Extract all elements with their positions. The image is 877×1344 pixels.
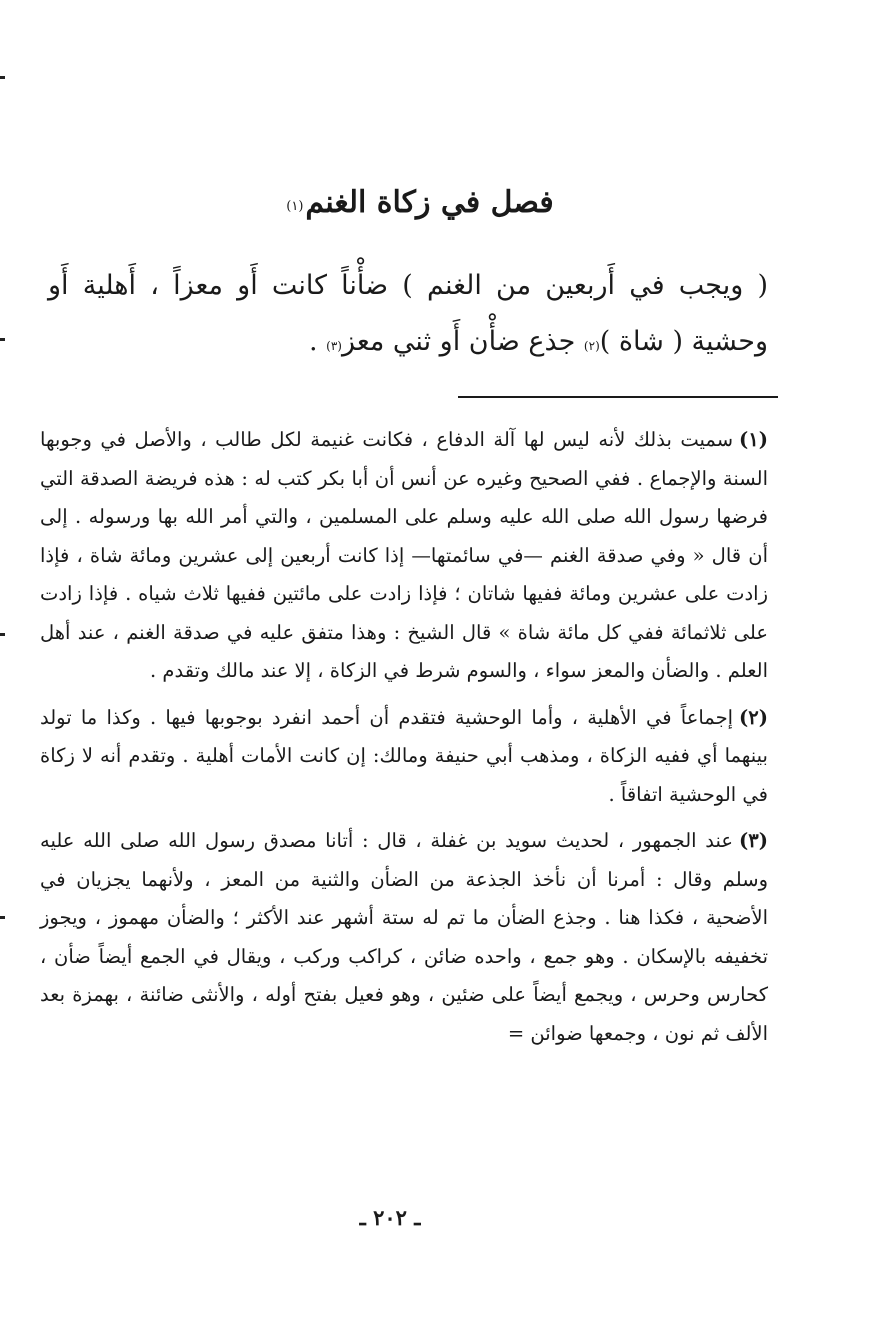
section-title: فصل في زكاة الغنم: [305, 185, 554, 220]
edge-mark: [0, 76, 5, 79]
main-text: [48, 258, 768, 370]
footnote-1: [40, 421, 768, 691]
footnote-ref-2: (٢): [583, 339, 600, 353]
footnotes: [40, 421, 768, 1061]
footnote-separator: [458, 396, 778, 398]
edge-mark: [0, 633, 5, 636]
footnote-ref-1: (١): [286, 199, 304, 214]
footnote-text: عند الجمهور ، لحديث سويد بن غفلة ، قال : أتانا مصدق رسول الله صلى الله عليه وسلم وقال : أمرنا أن نأخذ الجذعة من الضأن والثنية من المعز ، ولأنهما يجزيان في الأضحية ، فكذا هنا . وجذع الضأن ما تم له ستة أشهر عند الأكثر ؛ والضأن مهموز ، ويجوز تخفيفه بالإسكان . وهو جمع ، واحده ضائن ، كراكب وركب ، ويقال في الجمع أيضاً ضأن ، كحارس وحرس ، ويجمع أيضاً على ضئين ، وهو فعيل بفتح أوله ، والأنثى ضائنة ، بهمزة بعد الألف ثم نون ، وجمعها ضوائن =: [40, 829, 768, 1045]
main-text-part-1: ( ويجب في أَربعين من الغنم ) ضأْناً كانت أَو معزاً ، أَهلية أَو وحشية ( شاة ): [48, 270, 768, 357]
footnote-number: (١): [739, 428, 768, 451]
section-heading: [230, 178, 610, 228]
footnote-number: (٢): [739, 705, 768, 729]
edge-mark: [0, 338, 5, 341]
footnote-ref-3: (٣): [326, 339, 342, 353]
edge-mark: [0, 916, 5, 919]
footnote-3: [40, 822, 768, 1053]
footnote-text: سميت بذلك لأنه ليس لها آلة الدفاع ، فكانت غنيمة لكل طالب ، والأصل في وجوبها السنة والإجماع . ففي الصحيح وغيره عن أنس أن أبا بكر كتب له : هذه فريضة الصدقة التي فرضها رسول الله صلى الله عليه وسلم على المسلمين ، والتي أمر الله بها ورسوله . إلى أن قال « وفي صدقة الغنم —في سائمتها— إذا كانت أربعين إلى عشرين ومائة شاة ، فإذا زادت على عشرين ومائة ففيها شاتان ؛ فإذا زادت على مائتين ففيها ثلاث شياه . فإذا زادت على ثلاثمائة ففي كل مائة شاة » قال الشيخ : وهذا متفق عليه في صدقة الغنم ، عند أهل العلم . والضأن والمعز سواء ، والسوم شرط في الزكاة ، إلا عند مالك وتقدم .: [40, 428, 768, 682]
main-text-part-2: جذع ضأْن أَو ثني معز: [341, 326, 584, 357]
footnote-number: (٣): [739, 829, 768, 852]
footnote-2: [40, 699, 768, 815]
page-number: ـ ٢٠٢ ـ: [359, 1205, 421, 1230]
footnote-text: إجماعاً في الأهلية ، وأما الوحشية فتقدم أن أحمد انفرد بوجوبها فيها . وكذا ما تولد بينهما أي ففيه الزكاة ، ومذهب أبي حنيفة ومالك: إن كانت الأمات أهلية . وتقدم أنه لا زكاة في الوحشية اتفاقاً .: [40, 705, 768, 806]
main-text-part-3: .: [308, 326, 327, 357]
